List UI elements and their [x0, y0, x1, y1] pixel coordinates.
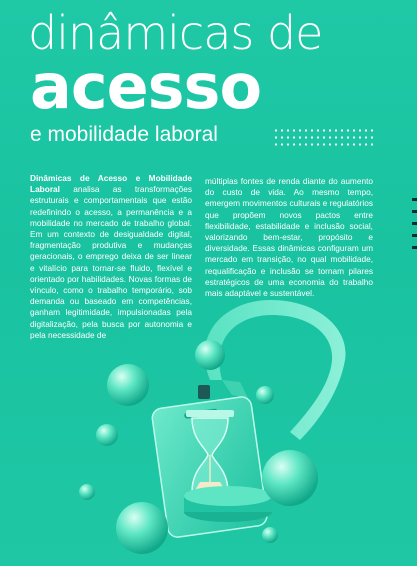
title-line-3: e mobilidade laboral: [30, 123, 218, 146]
body-text-1: analisa as transformações estruturais e comportamentais que estão redefinindo o acesso, a permanência e a mobilidade no mercado de trabalho global. Em um contexto de desigualdade digital, fragmentação produtiva e mudanças geracionais, o emprego deixa de ser linear e vitalício para tornar-se fluido, flexível e orientado por habilidades. Novas formas de vínculo, como o trabalho temporário, sob demanda ou baseado em competências, ganham legitimidade, impulsionadas pela digitalização, pela busca por autonomia e pela necessidade de: [30, 184, 192, 340]
lead-text: Dinâmicas de Acesso e Mobilidade Laboral: [30, 173, 192, 195]
sphere: [195, 340, 225, 370]
sphere: [116, 502, 168, 554]
sphere: [79, 484, 95, 500]
sphere: [262, 450, 318, 506]
sphere: [256, 386, 274, 404]
badge-clip: [198, 385, 210, 399]
lanyard-strap-back: [222, 380, 248, 398]
body-column-2: múltiplas fontes de renda diante do aumento do custo de vida. Ao mesmo tempo, emergem movimentos culturais e regulatórios que propõem novos pactos entre flexibilidade, estabilidade e inclusão social, valorizando bem-estar, propósito e diversidade. Essas dinâmicas configuram um mercado em transição, no qual mobilidade, requalificação e inclusão se tornam pilares estratégicos de uma economia do trabalho mais adaptável e sustentável.: [205, 176, 373, 299]
title-line-2: acesso: [30, 50, 262, 123]
sphere: [107, 364, 149, 406]
sphere: [96, 424, 118, 446]
sphere: [262, 527, 278, 543]
title-line-1: dinâmicas de: [28, 6, 323, 60]
